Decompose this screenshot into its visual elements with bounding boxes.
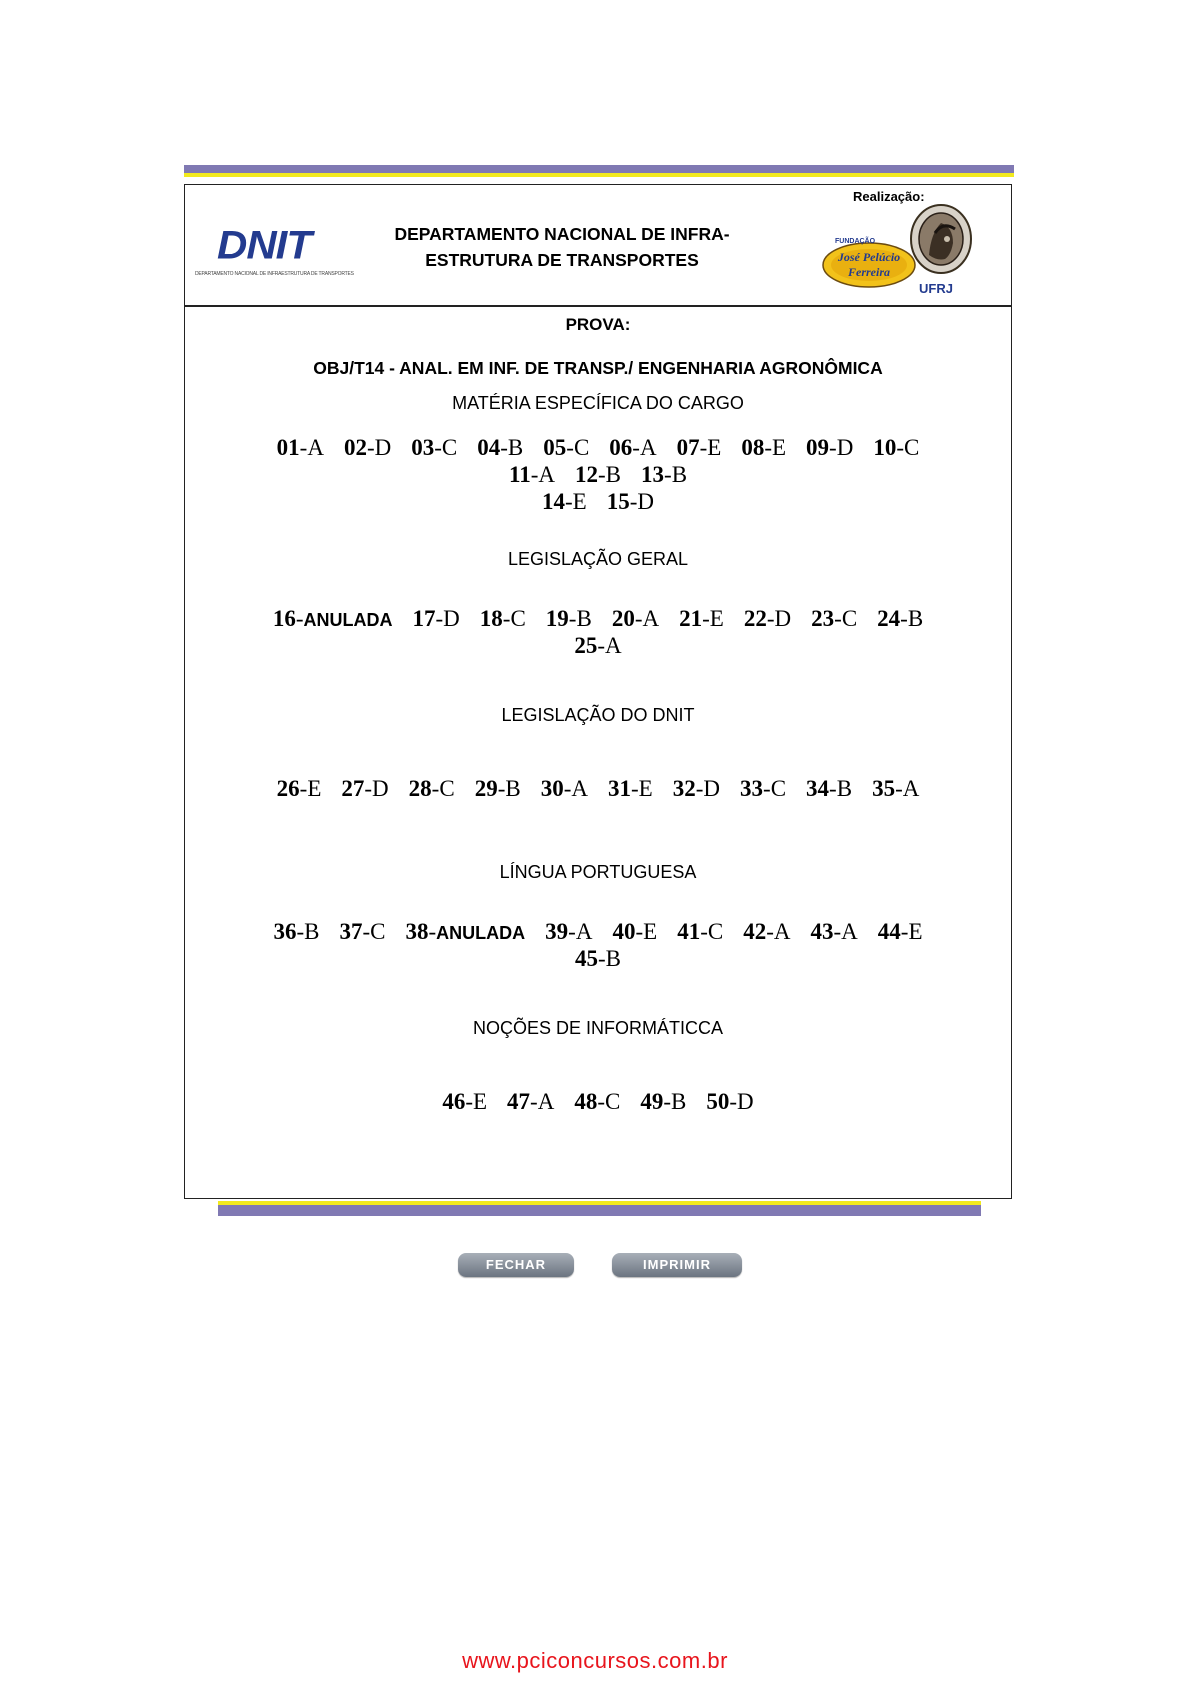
department-title <box>353 221 771 273</box>
question-number: 21 <box>679 606 703 631</box>
question-number: 32 <box>672 776 696 801</box>
answer-letter: A <box>307 435 324 460</box>
answer-line <box>185 489 1011 515</box>
answer-item: 16-ANULADA <box>272 606 393 631</box>
jose-pelucio-text: José Pelúcio <box>837 250 901 264</box>
answer-line <box>185 462 1011 488</box>
answer-item: 17-D <box>412 606 460 631</box>
answer-letter: E <box>908 919 923 944</box>
question-number: 27 <box>341 776 365 801</box>
answer-item: 32-D <box>672 776 721 801</box>
answer-letter: B <box>507 435 524 460</box>
answer-item: 05-C <box>543 435 590 460</box>
question-number: 10 <box>873 435 897 460</box>
answer-letter: D <box>774 606 792 631</box>
section-title: NOÇÕES DE INFORMÁTICCA <box>472 1018 723 1038</box>
answer-item: 19-B <box>545 606 592 631</box>
answer-line <box>185 776 1011 802</box>
answer-line <box>185 633 1011 659</box>
question-number: 37 <box>339 919 363 944</box>
answer-letter: C <box>841 606 858 631</box>
question-number: 17 <box>412 606 436 631</box>
answer-line <box>185 606 1011 632</box>
question-number: 47 <box>507 1089 531 1114</box>
answer-item: 04-B <box>477 435 524 460</box>
answer-letter: E <box>707 435 722 460</box>
question-number: 02 <box>343 435 367 460</box>
fundacao-jose-pelucio-ferreira-logo <box>821 231 917 291</box>
answer-letter: A <box>841 919 858 944</box>
answer-item: 10-C <box>873 435 920 460</box>
question-number: 45 <box>574 946 598 971</box>
answer-item: 35-A <box>872 776 920 801</box>
answer-item: 14-E <box>541 489 587 514</box>
question-number: 49 <box>640 1089 664 1114</box>
ufrj-seal-icon <box>909 203 973 275</box>
answer-item: 42-A <box>743 919 791 944</box>
question-number: 15 <box>606 489 630 514</box>
answer-letter: E <box>307 776 322 801</box>
answer-letter: D <box>703 776 721 801</box>
question-number: 09 <box>806 435 830 460</box>
answer-item: 26-E <box>276 776 322 801</box>
question-number: 48 <box>574 1089 598 1114</box>
question-number: 36 <box>273 919 297 944</box>
question-number: 06 <box>609 435 633 460</box>
header <box>185 185 1011 307</box>
answer-item: 28-C <box>408 776 455 801</box>
answer-item: 40-E <box>612 919 658 944</box>
answer-letter: A <box>571 776 588 801</box>
realizacao-label: Realização: <box>853 189 925 204</box>
question-number: 03 <box>411 435 435 460</box>
answer-item: 24-B <box>877 606 924 631</box>
question-number: 40 <box>612 919 636 944</box>
question-number: 23 <box>811 606 835 631</box>
answer-item: 49-B <box>640 1089 687 1114</box>
question-number: 26 <box>276 776 300 801</box>
question-number: 12 <box>575 462 598 487</box>
answer-letter: D <box>374 435 392 460</box>
answer-item: 22-D <box>743 606 792 631</box>
answer-letter: A <box>575 919 593 944</box>
question-number: 38 <box>405 919 429 944</box>
answer-letter: B <box>505 776 521 801</box>
question-number: 16 <box>272 606 296 631</box>
department-title-line2: ESTRUTURA DE TRANSPORTES <box>425 250 699 270</box>
answer-item: 45-B <box>574 946 621 971</box>
dnit-logo <box>195 221 354 281</box>
answer-item: 02-D <box>343 435 392 460</box>
question-number: 42 <box>743 919 767 944</box>
answer-item: 48-C <box>574 1089 621 1114</box>
answer-letter: A <box>902 776 920 801</box>
answer-item: 21-E <box>679 606 724 631</box>
answer-letter: ANULADA <box>303 610 393 630</box>
answer-letter: E <box>638 776 653 801</box>
bottom-purple-band <box>218 1205 981 1216</box>
answer-item: 39-A <box>545 919 593 944</box>
question-number: 01 <box>276 435 300 460</box>
question-number: 33 <box>740 776 764 801</box>
answer-item: 33-C <box>740 776 787 801</box>
answer-letter: A <box>605 633 622 658</box>
answer-item: 13-B <box>641 462 688 487</box>
question-number: 43 <box>810 919 834 944</box>
dnit-logo-tagline: DEPARTAMENTO NACIONAL DE INFRAESTRUTURA DE TRANSPORTES <box>195 271 354 277</box>
answer-item: 25-A <box>574 633 622 658</box>
imprimir-button[interactable]: IMPRIMIR <box>612 1253 742 1277</box>
answer-letter: E <box>472 1089 488 1114</box>
answer-letter: B <box>304 919 320 944</box>
answer-item: 46-E <box>442 1089 488 1114</box>
answer-item: 06-A <box>609 435 657 460</box>
question-number: 08 <box>741 435 765 460</box>
answer-letter: D <box>637 489 655 514</box>
question-number: 24 <box>877 606 901 631</box>
answer-item: 41-C <box>677 919 724 944</box>
question-number: 05 <box>543 435 567 460</box>
answer-letter: A <box>642 606 660 631</box>
question-number: 07 <box>676 435 700 460</box>
question-number: 41 <box>677 919 701 944</box>
department-title-line1: DEPARTAMENTO NACIONAL DE INFRA- <box>394 224 730 244</box>
answer-letter: C <box>439 776 455 801</box>
question-number: 30 <box>540 776 564 801</box>
answer-letter: C <box>904 435 920 460</box>
question-number: 19 <box>545 606 569 631</box>
answer-letter: E <box>572 489 587 514</box>
answer-item: 09-D <box>806 435 854 460</box>
fechar-button[interactable]: FECHAR <box>458 1253 574 1277</box>
answer-letter: C <box>707 919 724 944</box>
answer-item: 20-A <box>611 606 660 631</box>
dnit-logo-word: DNIT <box>217 222 311 267</box>
answer-letter: B <box>836 776 853 801</box>
answer-item: 23-C <box>811 606 858 631</box>
question-number: 44 <box>877 919 901 944</box>
answer-item: 29-B <box>474 776 521 801</box>
answer-item: 18-C <box>479 606 526 631</box>
answer-letter: D <box>443 606 460 631</box>
answer-line <box>185 435 1011 461</box>
ufrj-label: UFRJ <box>919 281 953 296</box>
exam-title: OBJ/T14 - ANAL. EM INF. DE TRANSP./ ENGENHARIA AGRONÔMICA <box>313 358 883 378</box>
question-number: 04 <box>477 435 501 460</box>
question-number: 20 <box>611 606 635 631</box>
answer-item: 43-A <box>810 919 858 944</box>
answer-line <box>185 919 1011 945</box>
answer-line <box>185 1089 1011 1115</box>
answer-letter: D <box>737 1089 754 1114</box>
question-number: 31 <box>608 776 631 801</box>
question-number: 11 <box>508 462 531 487</box>
answer-letter: E <box>771 435 787 460</box>
answer-letter: B <box>671 462 688 487</box>
answer-letter: C <box>605 1089 621 1114</box>
answer-item: 36-B <box>273 919 320 944</box>
answer-letter: C <box>770 776 787 801</box>
question-number: 46 <box>442 1089 466 1114</box>
answer-line <box>185 946 1011 972</box>
section-title: LÍNGUA PORTUGUESA <box>499 862 697 882</box>
answer-letter: C <box>441 435 458 460</box>
answer-letter: ANULADA <box>436 923 526 943</box>
answer-item: 50-D <box>706 1089 754 1114</box>
answer-letter: E <box>643 919 658 944</box>
answer-item: 12-B <box>575 462 622 487</box>
answer-letter: A <box>639 435 657 460</box>
answer-letter: A <box>537 1089 555 1114</box>
question-number: 13 <box>641 462 665 487</box>
answer-item: 11-A <box>508 462 555 487</box>
answer-item: 38-ANULADA <box>405 919 526 944</box>
answer-letter: D <box>372 776 389 801</box>
footer-url: www.pciconcursos.com.br <box>462 1648 728 1673</box>
question-number: 25 <box>574 633 598 658</box>
answer-item: 34-B <box>806 776 853 801</box>
ferreira-text: Ferreira <box>848 265 890 279</box>
answer-letter: D <box>836 435 854 460</box>
answer-key-frame <box>184 184 1012 1199</box>
fundacao-text: FUNDAÇÃO <box>835 238 876 245</box>
question-number: 34 <box>806 776 830 801</box>
answer-item: 01-A <box>276 435 324 460</box>
answer-item: 37-C <box>339 919 386 944</box>
answer-item: 27-D <box>341 776 389 801</box>
section-title: MATÉRIA ESPECÍFICA DO CARGO <box>452 393 744 413</box>
answer-letter: C <box>573 435 590 460</box>
answer-item: 07-E <box>676 435 722 460</box>
top-purple-band <box>184 165 1014 173</box>
answer-letter: A <box>538 462 555 487</box>
top-yellow-band <box>184 173 1014 177</box>
answer-letter: C <box>510 606 526 631</box>
answer-letter: B <box>671 1089 687 1114</box>
answer-letter: B <box>605 946 621 971</box>
answer-letter: C <box>370 919 386 944</box>
answer-item: 31-E <box>608 776 653 801</box>
question-number: 39 <box>545 919 569 944</box>
question-number: 14 <box>541 489 565 514</box>
answer-item: 03-C <box>411 435 458 460</box>
answer-letter: B <box>605 462 622 487</box>
answer-item: 15-D <box>606 489 655 514</box>
answer-letter: B <box>907 606 924 631</box>
answer-letter: E <box>709 606 724 631</box>
question-number: 35 <box>872 776 896 801</box>
answer-item: 08-E <box>741 435 787 460</box>
question-number: 29 <box>474 776 498 801</box>
section-title: LEGISLAÇÃO DO DNIT <box>501 705 695 725</box>
answer-item: 44-E <box>877 919 923 944</box>
prova-label: PROVA: <box>565 315 631 334</box>
question-number: 28 <box>408 776 432 801</box>
answer-item: 30-A <box>540 776 588 801</box>
answer-letter: A <box>773 919 791 944</box>
section-title: LEGISLAÇÃO GERAL <box>507 549 689 569</box>
question-number: 50 <box>706 1089 730 1114</box>
question-number: 22 <box>743 606 767 631</box>
answer-item: 47-A <box>507 1089 555 1114</box>
answer-letter: B <box>576 606 592 631</box>
question-number: 18 <box>479 606 503 631</box>
